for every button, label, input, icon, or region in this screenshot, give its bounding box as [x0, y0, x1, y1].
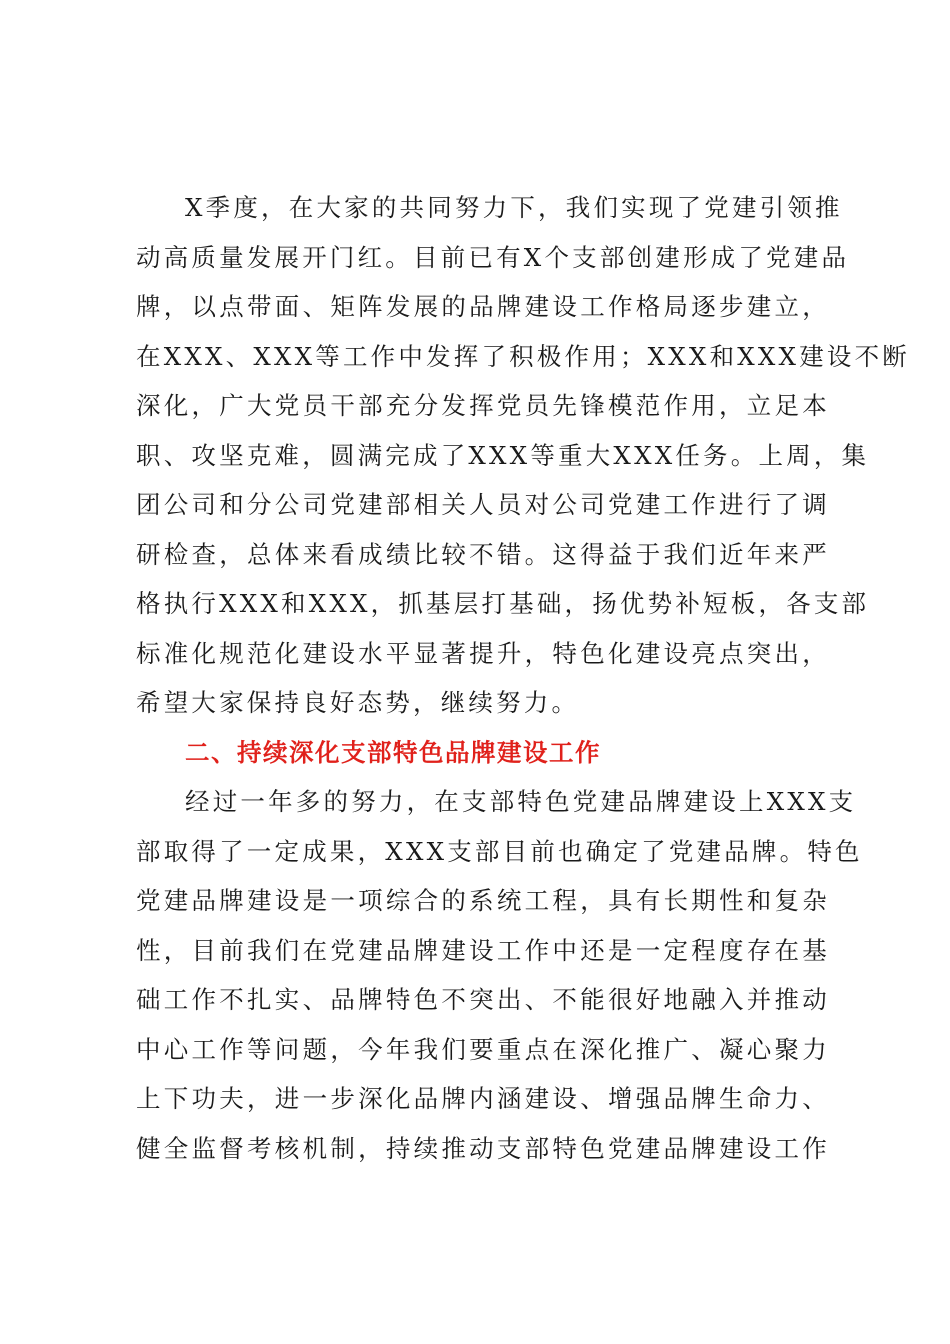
paragraph-line: 希望大家保持良好态势，继续努力。: [136, 688, 580, 717]
paragraph-line: 格执行XXX和XXX，抓基层打基础，扬优势补短板，各支部: [136, 589, 870, 618]
paragraph-line: 党建品牌建设是一项综合的系统工程，具有长期性和复杂: [136, 886, 830, 915]
paragraph-line: 中心工作等问题，今年我们要重点在深化推广、凝心聚力: [136, 1034, 830, 1064]
paragraph-line: 经过一年多的努力，在支部特色党建品牌建设上XXX支: [185, 787, 857, 816]
section-heading: 二、持续深化支部特色品牌建设工作: [185, 737, 601, 767]
paragraph-line: 上下功夫，进一步深化品牌内涵建设、增强品牌生命力、: [136, 1084, 830, 1113]
paragraph-achievements: [136, 183, 911, 728]
paragraph-line: 牌，以点带面、矩阵发展的品牌建设工作格局逐步建立，: [136, 292, 830, 321]
paragraph-line: 健全监督考核机制，持续推动支部特色党建品牌建设工作: [136, 1133, 830, 1163]
paragraph-line: 职、攻坚克难，圆满完成了XXX等重大XXX任务。上周，集: [136, 440, 870, 470]
paragraph-line: X季度，在大家的共同努力下，我们实现了党建引领推: [185, 193, 843, 222]
paragraph-brand-building: [136, 777, 863, 1173]
paragraph-line: 性，目前我们在党建品牌建设工作中还是一定程度存在基: [136, 935, 830, 965]
paragraph-line: 深化，广大党员干部充分发挥党员先锋模范作用，立足本: [136, 391, 830, 420]
document-body: [136, 183, 911, 1173]
paragraph-line: 标准化规范化建设水平显著提升，特色化建设亮点突出，: [136, 638, 830, 668]
paragraph-line: 在XXX、XXX等工作中发挥了积极作用；XXX和XXX建设不断: [136, 341, 911, 371]
paragraph-line: 部取得了一定成果，XXX支部目前也确定了党建品牌。特色: [136, 836, 863, 866]
paragraph-line: 础工作不扎实、品牌特色不突出、不能很好地融入并推动: [136, 985, 830, 1014]
paragraph-line: 动高质量发展开门红。目前已有X个支部创建形成了党建品: [136, 242, 850, 272]
paragraph-line: 团公司和分公司党建部相关人员对公司党建工作进行了调: [136, 490, 830, 519]
paragraph-line: 研检查，总体来看成绩比较不错。这得益于我们近年来严: [136, 539, 830, 569]
